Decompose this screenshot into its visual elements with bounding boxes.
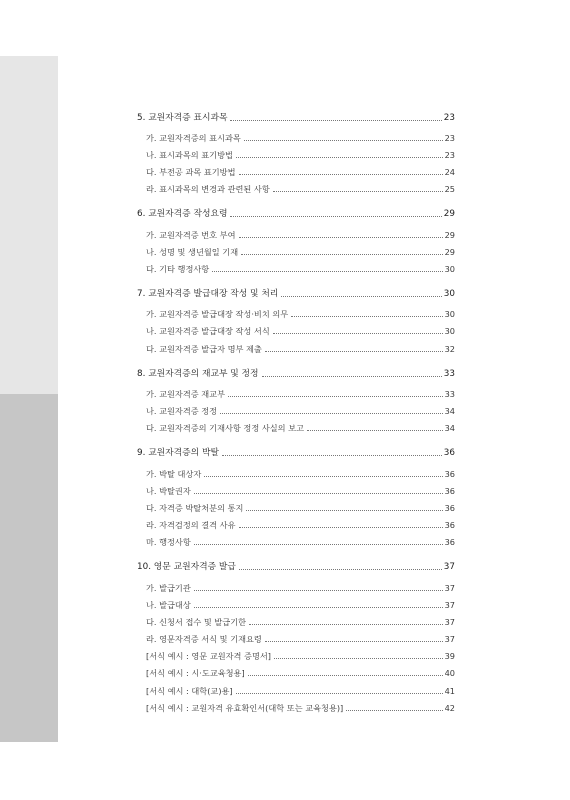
toc-item-title: 다. 부전공 과목 표기방법: [146, 167, 236, 178]
toc-section-5: [137, 109, 455, 194]
toc-item-page: 30: [444, 326, 455, 337]
dot-leader: [241, 254, 442, 255]
toc-item[interactable]: [137, 627, 455, 644]
toc-item-title: 라. 자격검정의 결격 사유: [146, 520, 236, 531]
toc-item[interactable]: [137, 416, 455, 433]
toc-item-title: 나. 성명 및 생년월일 기재: [146, 246, 239, 257]
toc-item[interactable]: [137, 593, 455, 610]
toc-item-title: 라. 표시과목의 변경과 관련된 사항: [146, 184, 270, 195]
toc-item-page: 29: [444, 229, 455, 240]
toc-item-page: 23: [444, 132, 455, 143]
toc-item-title: 나. 표시과목의 표기방법: [146, 149, 233, 160]
toc-heading-title: 7. 교원자격증 발급대장 작성 및 처리: [137, 289, 279, 299]
toc-item-page: 39: [444, 651, 455, 662]
toc-item-title: 나. 교원자격증 정정: [146, 406, 218, 417]
toc-item[interactable]: [137, 240, 455, 257]
toc-item-page: 23: [444, 149, 455, 160]
dot-leader: [248, 675, 443, 676]
toc-heading-title: 8. 교원자격증의 재교부 및 정정: [137, 368, 259, 379]
dot-leader: [230, 216, 441, 217]
toc-item[interactable]: [137, 336, 455, 353]
toc-heading-title: 6. 교원자격증 작성요령: [137, 209, 228, 220]
toc-item-page: 34: [444, 406, 455, 417]
toc-section-10: [137, 559, 455, 713]
toc-item-title: 가. 교원자격증 재교부: [146, 388, 225, 399]
toc-item-title: 다. 교원자격증의 기재사항 정정 사실의 보고: [146, 423, 304, 434]
toc-item-page: 37: [444, 599, 455, 610]
dot-leader: [194, 544, 443, 545]
toc-item-page: 36: [444, 485, 455, 496]
toc-item-title: 가. 교원자격증 번호 부여: [146, 229, 236, 240]
toc-item-page: 36: [444, 502, 455, 513]
toc-heading-page: 23: [443, 112, 455, 123]
dot-leader: [281, 296, 441, 297]
toc-item-title: 가. 교원자격증의 표시과목: [146, 132, 241, 143]
toc-item-title: [서식 예시 : 영문 교원자격 증명서]: [146, 651, 271, 662]
dot-leader: [291, 316, 442, 317]
toc-item-page: 36: [444, 468, 455, 479]
toc-item-title: 다. 교원자격증 발급자 명부 제출: [146, 343, 262, 354]
toc-heading[interactable]: [137, 365, 455, 379]
toc-item[interactable]: [137, 177, 455, 194]
toc-item-page: 40: [444, 668, 455, 679]
dot-leader: [230, 120, 441, 121]
toc-item-page: 42: [444, 702, 455, 713]
toc-heading[interactable]: [137, 286, 455, 300]
toc-item-title: [서식 예시 : 교원자격 유효확인서(대학 또는 교육청용)]: [146, 702, 344, 713]
toc-item-title: 가. 박탈 대상자: [146, 468, 202, 479]
toc-item-title: 다. 신청서 접수 및 발급기한: [146, 616, 247, 627]
toc-item-page: 41: [444, 685, 455, 696]
side-tab-dark: [0, 394, 58, 742]
toc-item-title: [서식 예시 : 시·도교육청용]: [146, 668, 245, 679]
toc-item[interactable]: [137, 575, 455, 592]
dot-leader: [244, 140, 443, 141]
toc-item[interactable]: [137, 644, 455, 661]
toc-item[interactable]: [137, 661, 455, 678]
toc-item-page: 30: [444, 309, 455, 320]
toc-item[interactable]: [137, 126, 455, 143]
toc-item-page: 29: [444, 246, 455, 257]
toc-item-title: 마. 행정사항: [146, 537, 191, 548]
toc-heading[interactable]: [137, 445, 455, 459]
dot-leader: [265, 351, 443, 352]
toc-item[interactable]: [137, 461, 455, 478]
dot-leader: [194, 607, 443, 608]
dot-leader: [194, 493, 443, 494]
toc-item[interactable]: [137, 399, 455, 416]
dot-leader: [246, 510, 442, 511]
dot-leader: [236, 693, 443, 694]
toc-item[interactable]: [137, 143, 455, 160]
toc-item[interactable]: [137, 696, 455, 713]
table-of-contents: [137, 109, 455, 724]
toc-item-title: 라. 영문자격증 서식 및 기재요령: [146, 634, 262, 645]
toc-item-title: 나. 박탈권자: [146, 485, 191, 496]
toc-heading-title: 9. 교원자격증의 박탈: [137, 448, 219, 459]
toc-heading[interactable]: [137, 109, 455, 123]
dot-leader: [239, 174, 443, 175]
toc-item-title: 가. 교원자격증 발급대장 작성·비치 의무: [146, 309, 289, 320]
toc-section-9: [137, 445, 455, 547]
toc-heading-page: 29: [443, 209, 455, 220]
toc-heading-page: 36: [443, 448, 455, 459]
dot-leader: [236, 157, 443, 158]
toc-heading-page: 37: [443, 562, 455, 573]
toc-heading-page: 33: [443, 368, 455, 379]
dot-leader: [307, 430, 443, 431]
toc-heading[interactable]: [137, 206, 455, 220]
toc-section-8: [137, 365, 455, 433]
toc-item[interactable]: [137, 479, 455, 496]
toc-item-title: 가. 발급기관: [146, 582, 191, 593]
toc-item[interactable]: [137, 382, 455, 399]
toc-item[interactable]: [137, 496, 455, 513]
toc-item[interactable]: [137, 678, 455, 695]
dot-leader: [212, 271, 442, 272]
toc-heading-page: 30: [443, 289, 455, 299]
toc-heading-title: 5. 교원자격증 표시과목: [137, 112, 228, 123]
dot-leader: [346, 710, 442, 711]
toc-item[interactable]: [137, 257, 455, 274]
toc-item[interactable]: [137, 610, 455, 627]
toc-item-page: 33: [444, 388, 455, 399]
dot-leader: [273, 333, 443, 334]
toc-item-page: 34: [444, 423, 455, 434]
side-tab-light: [0, 56, 58, 394]
dot-leader: [273, 191, 443, 192]
toc-item-page: 37: [444, 616, 455, 627]
toc-item[interactable]: [137, 222, 455, 239]
dot-leader: [249, 624, 443, 625]
toc-item-page: 36: [444, 537, 455, 548]
toc-heading-title: 10. 영문 교원자격증 발급: [137, 562, 236, 573]
toc-item-title: 다. 기타 행정사항: [146, 263, 210, 274]
toc-heading[interactable]: [137, 559, 455, 573]
toc-item[interactable]: [137, 319, 455, 336]
toc-section-6: [137, 206, 455, 274]
toc-item-title: [서식 예시 : 대학(교)용]: [146, 685, 233, 696]
toc-item-title: 나. 발급대상: [146, 599, 191, 610]
toc-section-7: [137, 286, 455, 354]
dot-leader: [239, 527, 443, 528]
dot-leader: [194, 590, 443, 591]
dot-leader: [265, 641, 443, 642]
toc-item-page: 30: [444, 263, 455, 274]
dot-leader: [228, 396, 443, 397]
dot-leader: [220, 413, 442, 414]
toc-item[interactable]: [137, 513, 455, 530]
dot-leader: [274, 658, 443, 659]
toc-item[interactable]: [137, 160, 455, 177]
toc-item-title: 다. 자격증 박탈처분의 통지: [146, 502, 244, 513]
toc-item-page: 36: [444, 520, 455, 531]
toc-item-title: 나. 교원자격증 발급대장 작성 서식: [146, 326, 270, 337]
dot-leader: [239, 237, 443, 238]
toc-item-page: 25: [444, 184, 455, 195]
toc-item-page: 37: [444, 582, 455, 593]
toc-item-page: 37: [444, 634, 455, 645]
toc-item-page: 32: [444, 343, 455, 354]
dot-leader: [222, 455, 442, 456]
dot-leader: [262, 376, 442, 377]
toc-item[interactable]: [137, 530, 455, 547]
toc-item[interactable]: [137, 302, 455, 319]
toc-item-page: 24: [444, 167, 455, 178]
dot-leader: [204, 476, 442, 477]
dot-leader: [239, 569, 442, 570]
